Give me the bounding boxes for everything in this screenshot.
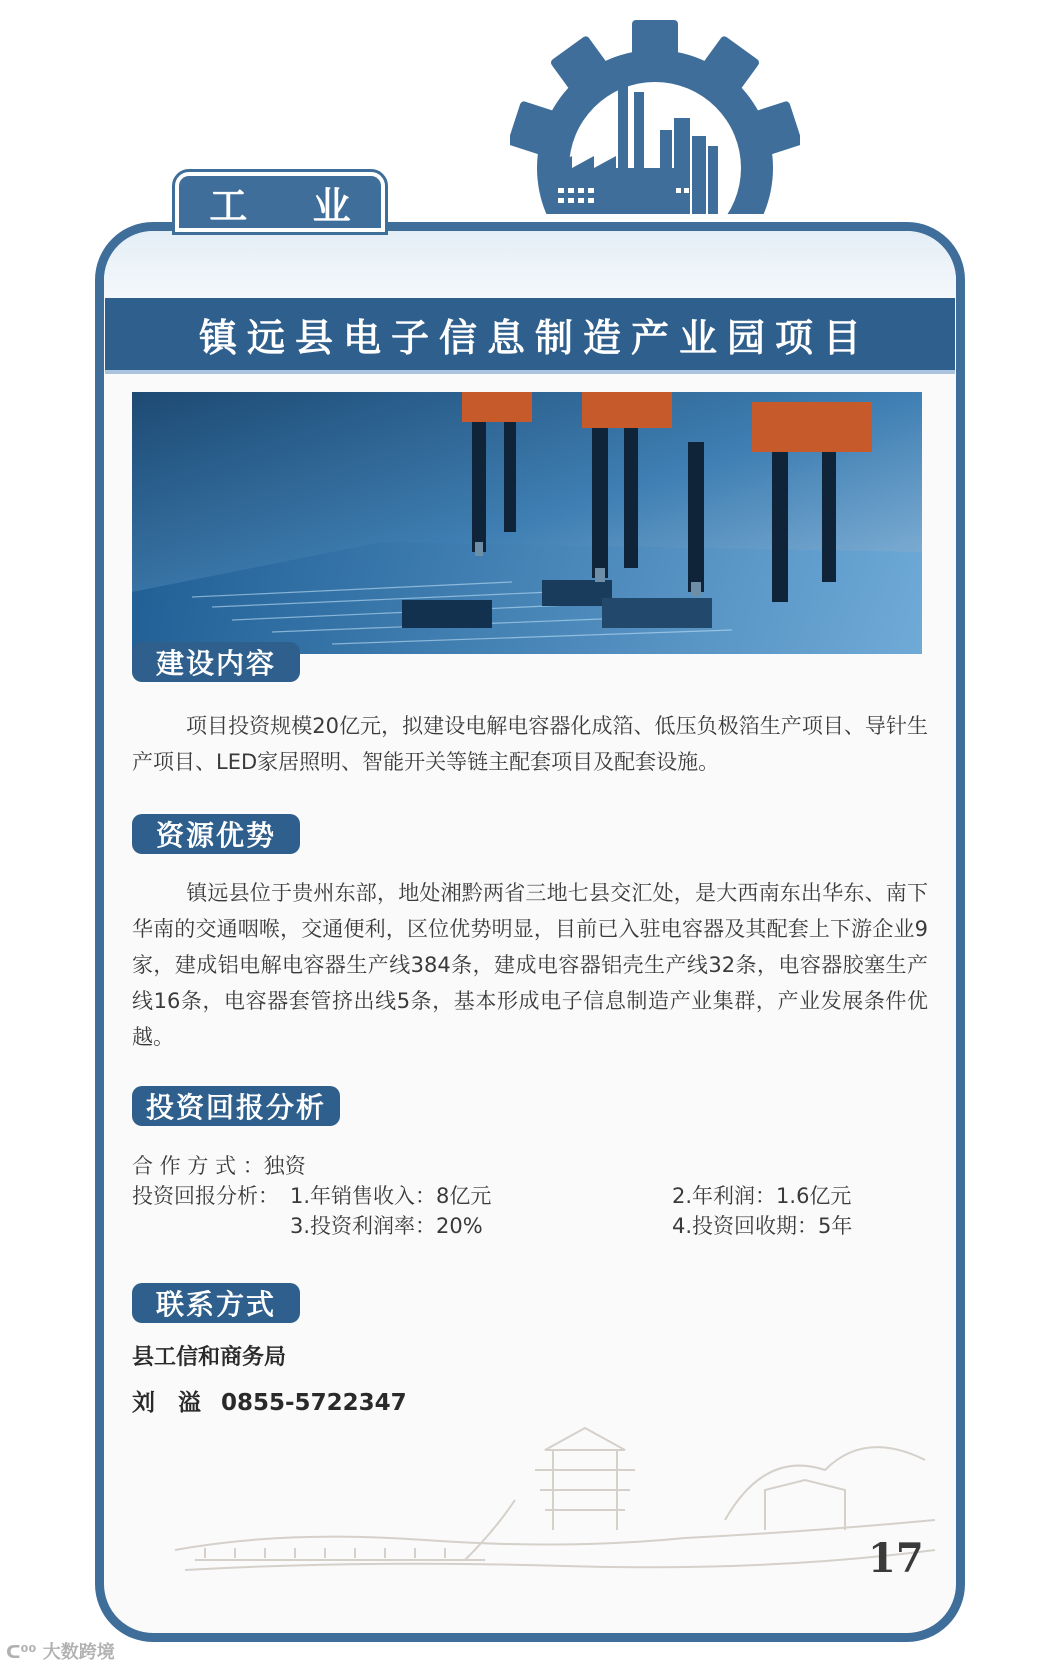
annual-sales: 1.年销售收入：8亿元 (290, 1184, 492, 1208)
contact-person: 刘 溢 (132, 1390, 201, 1416)
page-number: 17 (868, 1535, 924, 1582)
watermark-logo-icon: ᑕ⁰⁰ (6, 1642, 43, 1663)
watermark-text: 大数跨境 (42, 1642, 115, 1663)
construction-text (132, 708, 928, 780)
category-label: 工 业 (209, 183, 377, 228)
investment-details (132, 1150, 932, 1250)
analysis-label (132, 1180, 279, 1210)
category-tab (175, 172, 385, 232)
payback-period: 4.投资回收期：5年 (672, 1214, 853, 1238)
circuit-board-image (132, 392, 922, 654)
contact-phone: 0855-5722347 (221, 1390, 407, 1416)
page-title: 镇远县电子信息制造产业园项目 (198, 315, 871, 360)
contact-heading (132, 1283, 300, 1323)
analysis-label-text: 投资回报分析： (132, 1184, 279, 1208)
profit-rate: 3.投资利润率：20% (290, 1214, 483, 1238)
investment-heading-label: 投资回报分析 (146, 1091, 327, 1124)
construction-text-body: 项目投资规模20亿元，拟建设电解电容器化成箔、低压负极箔生产项目、导针生产项目、LED家居照明、智能开关等链主配套项目及配套设施。 (132, 714, 928, 774)
investment-heading (132, 1086, 340, 1126)
coop-value: 独资 (263, 1154, 306, 1178)
advantages-text-body: 镇远县位于贵州东部，地处湘黔两省三地七县交汇处，是大西南东出华东、南下华南的交通咽喉，交通便利，区位优势明显，目前已入驻电容器及其配套上下游企业9家，建成铝电解电容器生产线384条，建成电容器铝壳生产线32条，电容器胶塞生产线16条，电容器套管挤出线5条，基本形成电子信息制造产业集群，产业发展条件优越。 (132, 881, 928, 1049)
construction-heading-label: 建设内容 (156, 647, 277, 680)
coop-label: 合 作 方 式 ： (132, 1154, 264, 1178)
construction-heading (132, 642, 300, 682)
page-title-bar (105, 298, 955, 370)
annual-profit: 2.年利润：1.6亿元 (672, 1184, 852, 1208)
scenery-decoration (165, 1410, 945, 1590)
advantages-text (132, 875, 928, 1055)
advantages-heading-label: 资源优势 (156, 819, 277, 852)
watermark (6, 1638, 115, 1664)
coop-row (132, 1150, 306, 1180)
advantages-heading (132, 814, 300, 854)
contact-org: 县工信和商务局 (132, 1345, 287, 1370)
contact-heading-label: 联系方式 (156, 1288, 277, 1321)
